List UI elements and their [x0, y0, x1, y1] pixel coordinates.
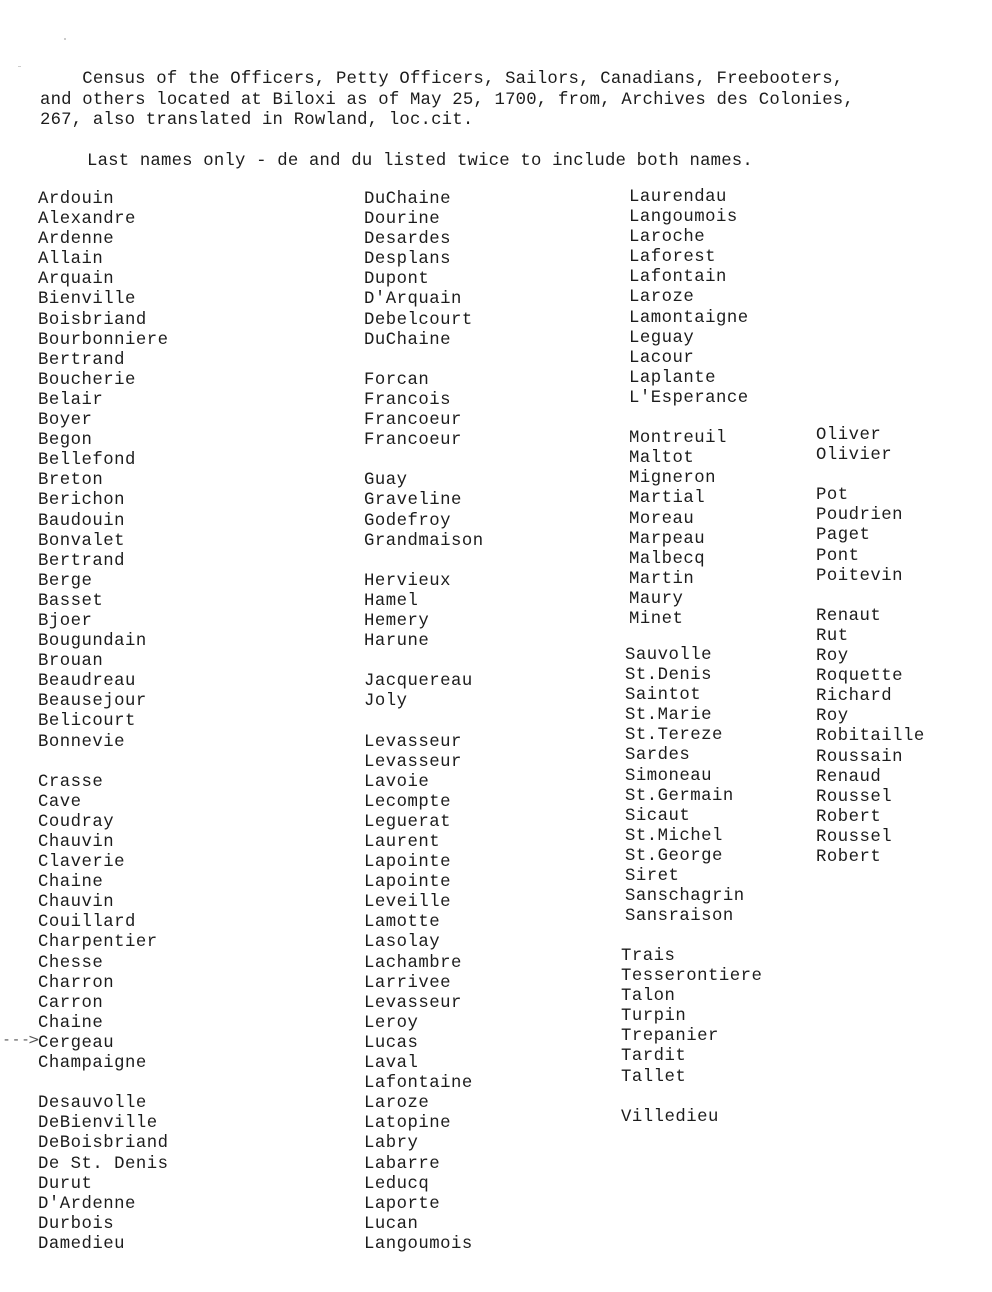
name-entry: Francois [364, 390, 451, 410]
name-entry: Beausejour [38, 692, 147, 712]
name-entry: Laplante [629, 368, 716, 388]
name-entry: Lafontaine [364, 1074, 473, 1094]
name-entry: Basset [38, 591, 104, 611]
name-entry: St.Tereze [625, 726, 723, 746]
name-entry: Belair [38, 390, 104, 410]
name-entry: Guay [364, 471, 408, 491]
name-entry: Tallet [621, 1067, 687, 1087]
section-gap [816, 466, 925, 486]
name-entry: Langoumois [364, 1234, 473, 1254]
name-entry: Roussel [816, 827, 893, 847]
name-entry: Berichon [38, 491, 125, 511]
margin-arrow-mark: - - -> [4, 1032, 40, 1048]
name-entry: Lapointe [364, 873, 451, 893]
name-entry: Siret [625, 867, 680, 887]
name-entry: Talon [621, 987, 676, 1007]
names-column-3-s [625, 646, 745, 927]
name-entry: Cergeau [38, 1033, 115, 1053]
name-entry: D'Ardenne [38, 1194, 136, 1214]
name-entry: Chaine [38, 873, 104, 893]
name-entry: Villedieu [621, 1107, 719, 1127]
name-entry: Bonvalet [38, 531, 125, 551]
name-entry: Migneron [629, 469, 716, 489]
name-entry: Baudouin [38, 511, 125, 531]
name-entry: Laroze [364, 1094, 430, 1114]
name-entry: Roussel [816, 787, 893, 807]
name-entry: Leveille [364, 893, 451, 913]
paper-speck [64, 38, 66, 40]
name-entry: Rut [816, 626, 849, 646]
name-entry: Ardouin [38, 190, 115, 209]
name-entry: Maury [629, 589, 684, 609]
name-entry: St.Denis [625, 666, 712, 686]
name-entry: De St. Denis [38, 1154, 169, 1174]
name-entry: Paget [816, 526, 871, 546]
name-entry: Renaut [816, 606, 882, 626]
name-entry: Champaigne [38, 1054, 147, 1074]
name-entry: Oliver [816, 426, 882, 445]
name-entry: St.Germain [625, 786, 734, 806]
name-entry: Roquette [816, 667, 903, 687]
name-entry: Coudray [38, 812, 115, 832]
name-entry: Simoneau [625, 766, 712, 786]
name-entry: Tardit [621, 1047, 687, 1067]
name-entry: DuChaine [364, 330, 451, 350]
name-entry: Olivier [816, 446, 893, 466]
name-entry: Pot [816, 486, 849, 506]
name-entry: Saintot [625, 686, 702, 706]
name-entry: Bertrand [38, 551, 125, 571]
intro-paragraph: Census of the Officers, Petty Officers, Sailors, Canadians, Freebooters, and others located at Biloxi as of May 25, 1700, from, Archives des Colonies, 267, also translated in Rowland, loc.cit. [40, 70, 854, 130]
name-entry: Latopine [364, 1114, 451, 1134]
name-entry: Boucherie [38, 370, 136, 390]
name-entry: Roussain [816, 747, 903, 767]
name-entry: Laroze [629, 288, 695, 308]
name-entry: Lacour [629, 348, 695, 368]
name-entry: Turpin [621, 1007, 687, 1027]
name-entry: Sansraison [625, 907, 734, 927]
name-entry: Poudrien [816, 506, 903, 526]
name-entry: Lecompte [364, 792, 451, 812]
name-entry: Alexandre [38, 210, 136, 230]
name-entry: Jacquereau [364, 672, 473, 692]
name-entry: Robert [816, 847, 882, 867]
name-entry: Lavoie [364, 772, 430, 792]
section-gap [38, 1074, 168, 1094]
name-entry: Laporte [364, 1194, 441, 1214]
name-entry: Godefroy [364, 511, 451, 531]
name-entry: Boisbriand [38, 310, 147, 330]
section-gap [621, 1088, 762, 1108]
name-entry: Lamontaigne [629, 308, 749, 328]
name-entry: Desplans [364, 250, 451, 270]
name-entry: Richard [816, 687, 893, 707]
name-entry: Marpeau [629, 529, 706, 549]
name-entry: Francoeur [364, 431, 462, 451]
name-entry: Roy [816, 647, 849, 667]
name-entry: St.George [625, 846, 723, 866]
name-entry: Damedieu [38, 1234, 125, 1254]
name-entry: Allain [38, 250, 104, 270]
name-entry: Forcan [364, 370, 430, 390]
name-entry: Charpentier [38, 933, 158, 953]
names-column-4 [816, 426, 925, 868]
name-entry: Trepanier [621, 1027, 719, 1047]
name-entry: Hemery [364, 611, 430, 631]
name-entry: Langoumois [629, 208, 738, 228]
name-entry: Trais [621, 947, 676, 966]
name-entry: Lapointe [364, 853, 451, 873]
name-entry: Claverie [38, 853, 125, 873]
name-entry: Dourine [364, 210, 441, 230]
names-column-1 [38, 190, 168, 1255]
name-entry: Laroche [629, 228, 706, 248]
name-entry: Bonnevie [38, 732, 125, 752]
name-entry: Renaud [816, 767, 882, 787]
name-entry: Maltot [629, 449, 695, 469]
name-entry: Poitevin [816, 566, 903, 586]
name-entry: Labarre [364, 1154, 441, 1174]
name-entry: Debelcourt [364, 310, 473, 330]
name-entry: DeBienville [38, 1114, 158, 1134]
name-entry: Lasolay [364, 933, 441, 953]
name-entry: Dupont [364, 270, 430, 290]
name-entry: Harune [364, 632, 430, 652]
name-entry: Levasseur [364, 732, 462, 752]
name-entry: Cave [38, 792, 82, 812]
name-entry: Robitaille [816, 727, 925, 747]
name-entry: Chauvin [38, 833, 115, 852]
name-entry: Lachambre [364, 953, 462, 973]
name-entry: Bjoer [38, 611, 93, 631]
name-entry: Tesserontiere [621, 967, 763, 987]
name-entry: Leroy [364, 1013, 419, 1033]
name-entry: Hervieux [364, 571, 451, 591]
name-entry: Belicourt [38, 712, 136, 732]
section-gap [816, 587, 925, 607]
name-entry: St.Marie [625, 706, 712, 726]
name-entry: Pont [816, 546, 860, 566]
name-entry: Roy [816, 707, 849, 727]
name-entry: Sicaut [625, 806, 691, 826]
name-entry: Sanschagrin [625, 887, 745, 907]
name-entry: Lamotte [364, 913, 441, 933]
name-entry: Durbois [38, 1214, 115, 1234]
name-entry: Laurent [364, 833, 441, 852]
name-entry: Laval [364, 1054, 419, 1074]
paper-speck [18, 66, 21, 67]
name-entry: Leducq [364, 1174, 430, 1194]
name-entry: Graveline [364, 491, 462, 511]
name-entry: Martial [629, 489, 706, 509]
name-entry: Bougundain [38, 632, 147, 652]
name-entry: Grandmaison [364, 531, 484, 551]
name-entry: Carron [38, 993, 104, 1013]
name-entry: Levasseur [364, 993, 462, 1013]
name-entry: Francoeur [364, 411, 462, 431]
name-entry: DeBoisbriand [38, 1134, 169, 1154]
name-entry: Sauvolle [625, 646, 712, 665]
name-entry: Brouan [38, 652, 104, 672]
names-column-2 [364, 190, 484, 1255]
name-entry: Lucas [364, 1033, 419, 1053]
name-entry: Laurendau [629, 188, 727, 207]
name-entry: Charron [38, 973, 115, 993]
name-entry: Desauvolle [38, 1094, 147, 1114]
section-gap [38, 753, 168, 773]
name-entry: Levasseur [364, 752, 462, 772]
name-entry: Chauvin [38, 893, 115, 913]
names-column-3-t [621, 947, 762, 1128]
name-entry: Arquain [38, 270, 115, 290]
section-gap [364, 351, 484, 371]
name-entry: Berge [38, 571, 93, 591]
name-entry: Crasse [38, 772, 104, 792]
name-entry: Leguay [629, 328, 695, 348]
name-entry: Durut [38, 1174, 93, 1194]
name-entry: Begon [38, 431, 93, 451]
name-entry: Leguerat [364, 812, 451, 832]
name-entry: Lucan [364, 1214, 419, 1234]
name-entry: Chaine [38, 1013, 104, 1033]
name-entry: Couillard [38, 913, 136, 933]
names-column-3 [629, 188, 749, 630]
section-gap [364, 652, 484, 672]
name-entry: Hamel [364, 591, 419, 611]
section-gap [629, 409, 749, 429]
name-entry: Montreuil [629, 429, 727, 449]
name-entry: Laforest [629, 248, 716, 268]
name-entry: Beaudreau [38, 672, 136, 692]
section-gap [364, 451, 484, 471]
name-entry: Joly [364, 692, 408, 712]
name-entry: Breton [38, 471, 104, 491]
name-entry: Ardenne [38, 230, 115, 250]
name-entry: Moreau [629, 509, 695, 529]
name-entry: Sardes [625, 746, 691, 766]
name-entry: Boyer [38, 411, 93, 431]
name-entry: St.Michel [625, 826, 723, 846]
name-entry: Bellefond [38, 451, 136, 471]
name-entry: Bourbonniere [38, 330, 169, 350]
name-entry: Bienville [38, 290, 136, 310]
name-entry: Minet [629, 609, 684, 629]
name-entry: Labry [364, 1134, 419, 1154]
name-entry: Lafontain [629, 268, 727, 288]
note-line: Last names only - de and du listed twice to include both names. [87, 152, 753, 171]
name-entry: Desardes [364, 230, 451, 250]
name-entry: Chesse [38, 953, 104, 973]
section-gap [364, 552, 484, 572]
name-entry: Larrivee [364, 973, 451, 993]
name-entry: Malbecq [629, 549, 706, 569]
name-entry: Bertrand [38, 350, 125, 370]
name-entry: Martin [629, 569, 695, 589]
name-entry: Robert [816, 807, 882, 827]
section-gap [364, 712, 484, 732]
name-entry: DuChaine [364, 190, 451, 209]
name-entry: D'Arquain [364, 290, 462, 310]
name-entry: L'Esperance [629, 388, 749, 408]
